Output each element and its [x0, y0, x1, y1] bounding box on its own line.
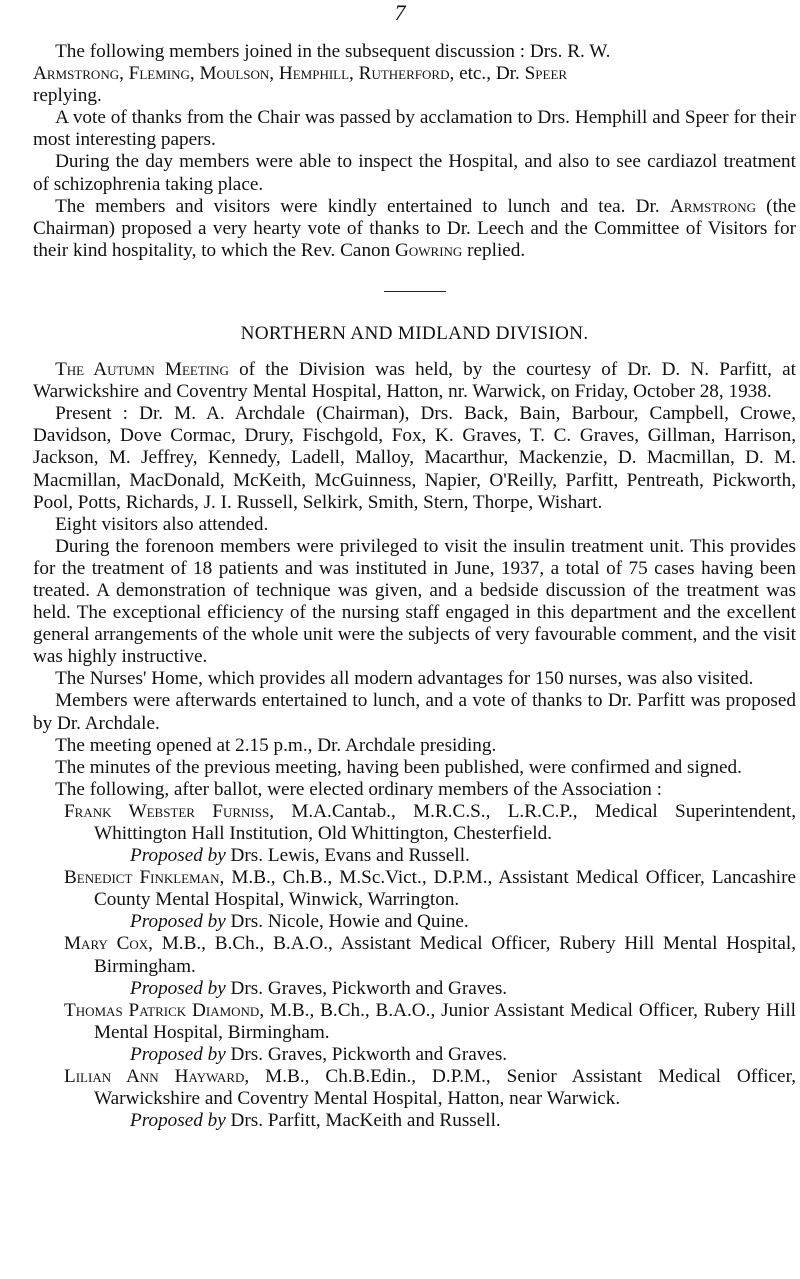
visitors-paragraph: Eight visitors also attended.	[55, 513, 269, 535]
forenoon-paragraph: During the forenoon members were privileged to visit the insulin treatment unit. This provides for the treatment of 18 patients and was instituted in June, 1937, a total of 75 cases having been treated. A demonstration of technique was given, and a bedside discussion of the treatment was held. The exceptional efficiency of the nursing staff engaged in this department and the excellent general arrangements of the whole unit were the subjects of very favourable comment, and the visit was highly instructive.	[33, 535, 796, 668]
member-entry	[33, 1000, 796, 1044]
proposed-line	[33, 978, 796, 1000]
inspection-paragraph: During the day members were able to inspect the Hospital, and also to see cardiazol treatment of schizophrenia taking place.	[33, 151, 796, 195]
proposed-by-label: Proposed by	[130, 1110, 226, 1132]
section-heading: NORTHERN AND MIDLAND DIVISION.	[240, 322, 589, 344]
present-paragraph: Present : Dr. M. A. Archdale (Chairman), Drs. Back, Bain, Barbour, Campbell, Crowe, Davidson, Dove Cormac, Drury, Fischgold, Fox, K. Graves, T. C. Graves, Gillman, Harrison, Jackson, M. Jeffrey, Kennedy, Ladell, Malloy, Macarthur, Mackenzie, D. Macmillan, D. M. Macmillan, MacDonald, McKeith, McGuinness, Napier, O'Reilly, Parfitt, Pentreath, Pickworth, Pool, Potts, Richards, J. I. Russell, Selkirk, Smith, Stern, Thorpe, Wishart.	[33, 403, 796, 513]
intro-smallcaps: The Autumn Meeting	[55, 359, 229, 381]
elected-paragraph: The following, after ballot, were elected ordinary members of the Association :	[55, 778, 662, 800]
opened-paragraph: The meeting opened at 2.15 p.m., Dr. Archdale presiding.	[55, 734, 497, 756]
proposed-by-label: Proposed by	[130, 977, 226, 999]
proposers: Drs. Lewis, Evans and Russell.	[225, 845, 470, 867]
discussion-paragraph	[33, 41, 796, 107]
proposed-by-label: Proposed by	[130, 845, 226, 867]
proposed-line	[33, 911, 796, 933]
hospitality-text-c: replied.	[462, 239, 526, 261]
discussion-names: Armstrong, Fleming, Moulson, Hemphill, Rutherford,	[33, 63, 455, 85]
hospitality-gowring: Gowring	[395, 239, 463, 261]
member-entry	[33, 867, 796, 911]
proposed-by-label: Proposed by	[130, 1043, 226, 1065]
proposed-line	[33, 1110, 796, 1132]
proposers: Drs. Graves, Pickworth and Graves.	[225, 1043, 508, 1065]
member-details: , M.B., Ch.B.Edin., D.P.M., Senior Assistant Medical Officer, Warwickshire and Coventry Mental Hospital, Hatton, near Warwick.	[94, 1066, 796, 1110]
member-entry	[33, 801, 796, 845]
proposed-by-label: Proposed by	[130, 911, 226, 933]
member-entry	[33, 1066, 796, 1110]
proposers: Drs. Graves, Pickworth and Graves.	[225, 977, 508, 999]
member-name: Mary Cox	[64, 933, 149, 955]
hospitality-armstrong: Armstrong	[669, 195, 756, 217]
minutes-paragraph: The minutes of the previous meeting, having been published, were confirmed and signed.	[55, 756, 742, 778]
hospitality-text-a: The members and visitors were kindly entertained to lunch and tea. Dr.	[55, 195, 660, 217]
member-name: Benedict Finkleman	[64, 867, 220, 889]
discussion-etc: etc., Dr.	[454, 63, 525, 85]
intro-paragraph	[33, 359, 796, 403]
text-flow	[33, 41, 796, 1132]
intro-text: of the Division was held, by the courtesy of Dr. D. N. Parfitt, at Warwickshire and Coventry Mental Hospital, Hatton, nr. Warwick, on Friday, October 28, 1938.	[33, 359, 796, 403]
member-name: Frank Webster Furniss	[64, 800, 270, 822]
member-details: , M.A.Cantab., M.R.C.S., L.R.C.P., Medical Superintendent, Whittington Hall Institution, Old Whittington, Chesterfield.	[94, 800, 796, 844]
vote-paragraph: A vote of thanks from the Chair was passed by acclamation to Drs. Hemphill and Speer for their most interesting papers.	[33, 107, 796, 151]
discussion-text: The following members joined in the subsequent discussion : Drs. R. W.	[55, 41, 611, 62]
member-details: , M.B., B.Ch., B.A.O., Junior Assistant Medical Officer, Rubery Hill Mental Hospital, Birmingham.	[94, 999, 796, 1043]
nurses-home-paragraph: The Nurses' Home, which provides all modern advantages for 150 nurses, was also visited.	[55, 668, 754, 690]
member-details: , M.B., B.Ch., B.A.O., Assistant Medical Officer, Rubery Hill Mental Hospital, Birmingham.	[94, 933, 797, 977]
proposed-line	[33, 1044, 796, 1066]
discussion-end: replying.	[33, 85, 102, 107]
proposed-line	[33, 845, 796, 867]
hospitality-paragraph	[33, 196, 796, 262]
member-name: Lilian Ann Hayward	[64, 1066, 245, 1088]
proposers: Drs. Parfitt, MacKeith and Russell.	[225, 1110, 501, 1132]
section-divider	[384, 291, 446, 292]
hospitality-text-b: (the Chairman) proposed a very hearty vote of thanks to Dr. Leech and the Committee of Visitors for their kind hospitality, to which the Rev. Canon	[33, 195, 797, 261]
members-list	[33, 801, 796, 1132]
discussion-speer: Speer	[524, 63, 568, 85]
proposers: Drs. Nicole, Howie and Quine.	[225, 911, 469, 933]
member-entry	[33, 933, 796, 977]
lunch-paragraph: Members were afterwards entertained to lunch, and a vote of thanks to Dr. Parfitt was proposed by Dr. Archdale.	[33, 690, 796, 734]
member-details: , M.B., Ch.B., M.Sc.Vict., D.P.M., Assistant Medical Officer, Lancashire County Mental Hospital, Winwick, Warrington.	[94, 867, 796, 911]
page-number: 7	[394, 0, 406, 25]
member-name: Thomas Patrick Diamond	[64, 999, 260, 1021]
